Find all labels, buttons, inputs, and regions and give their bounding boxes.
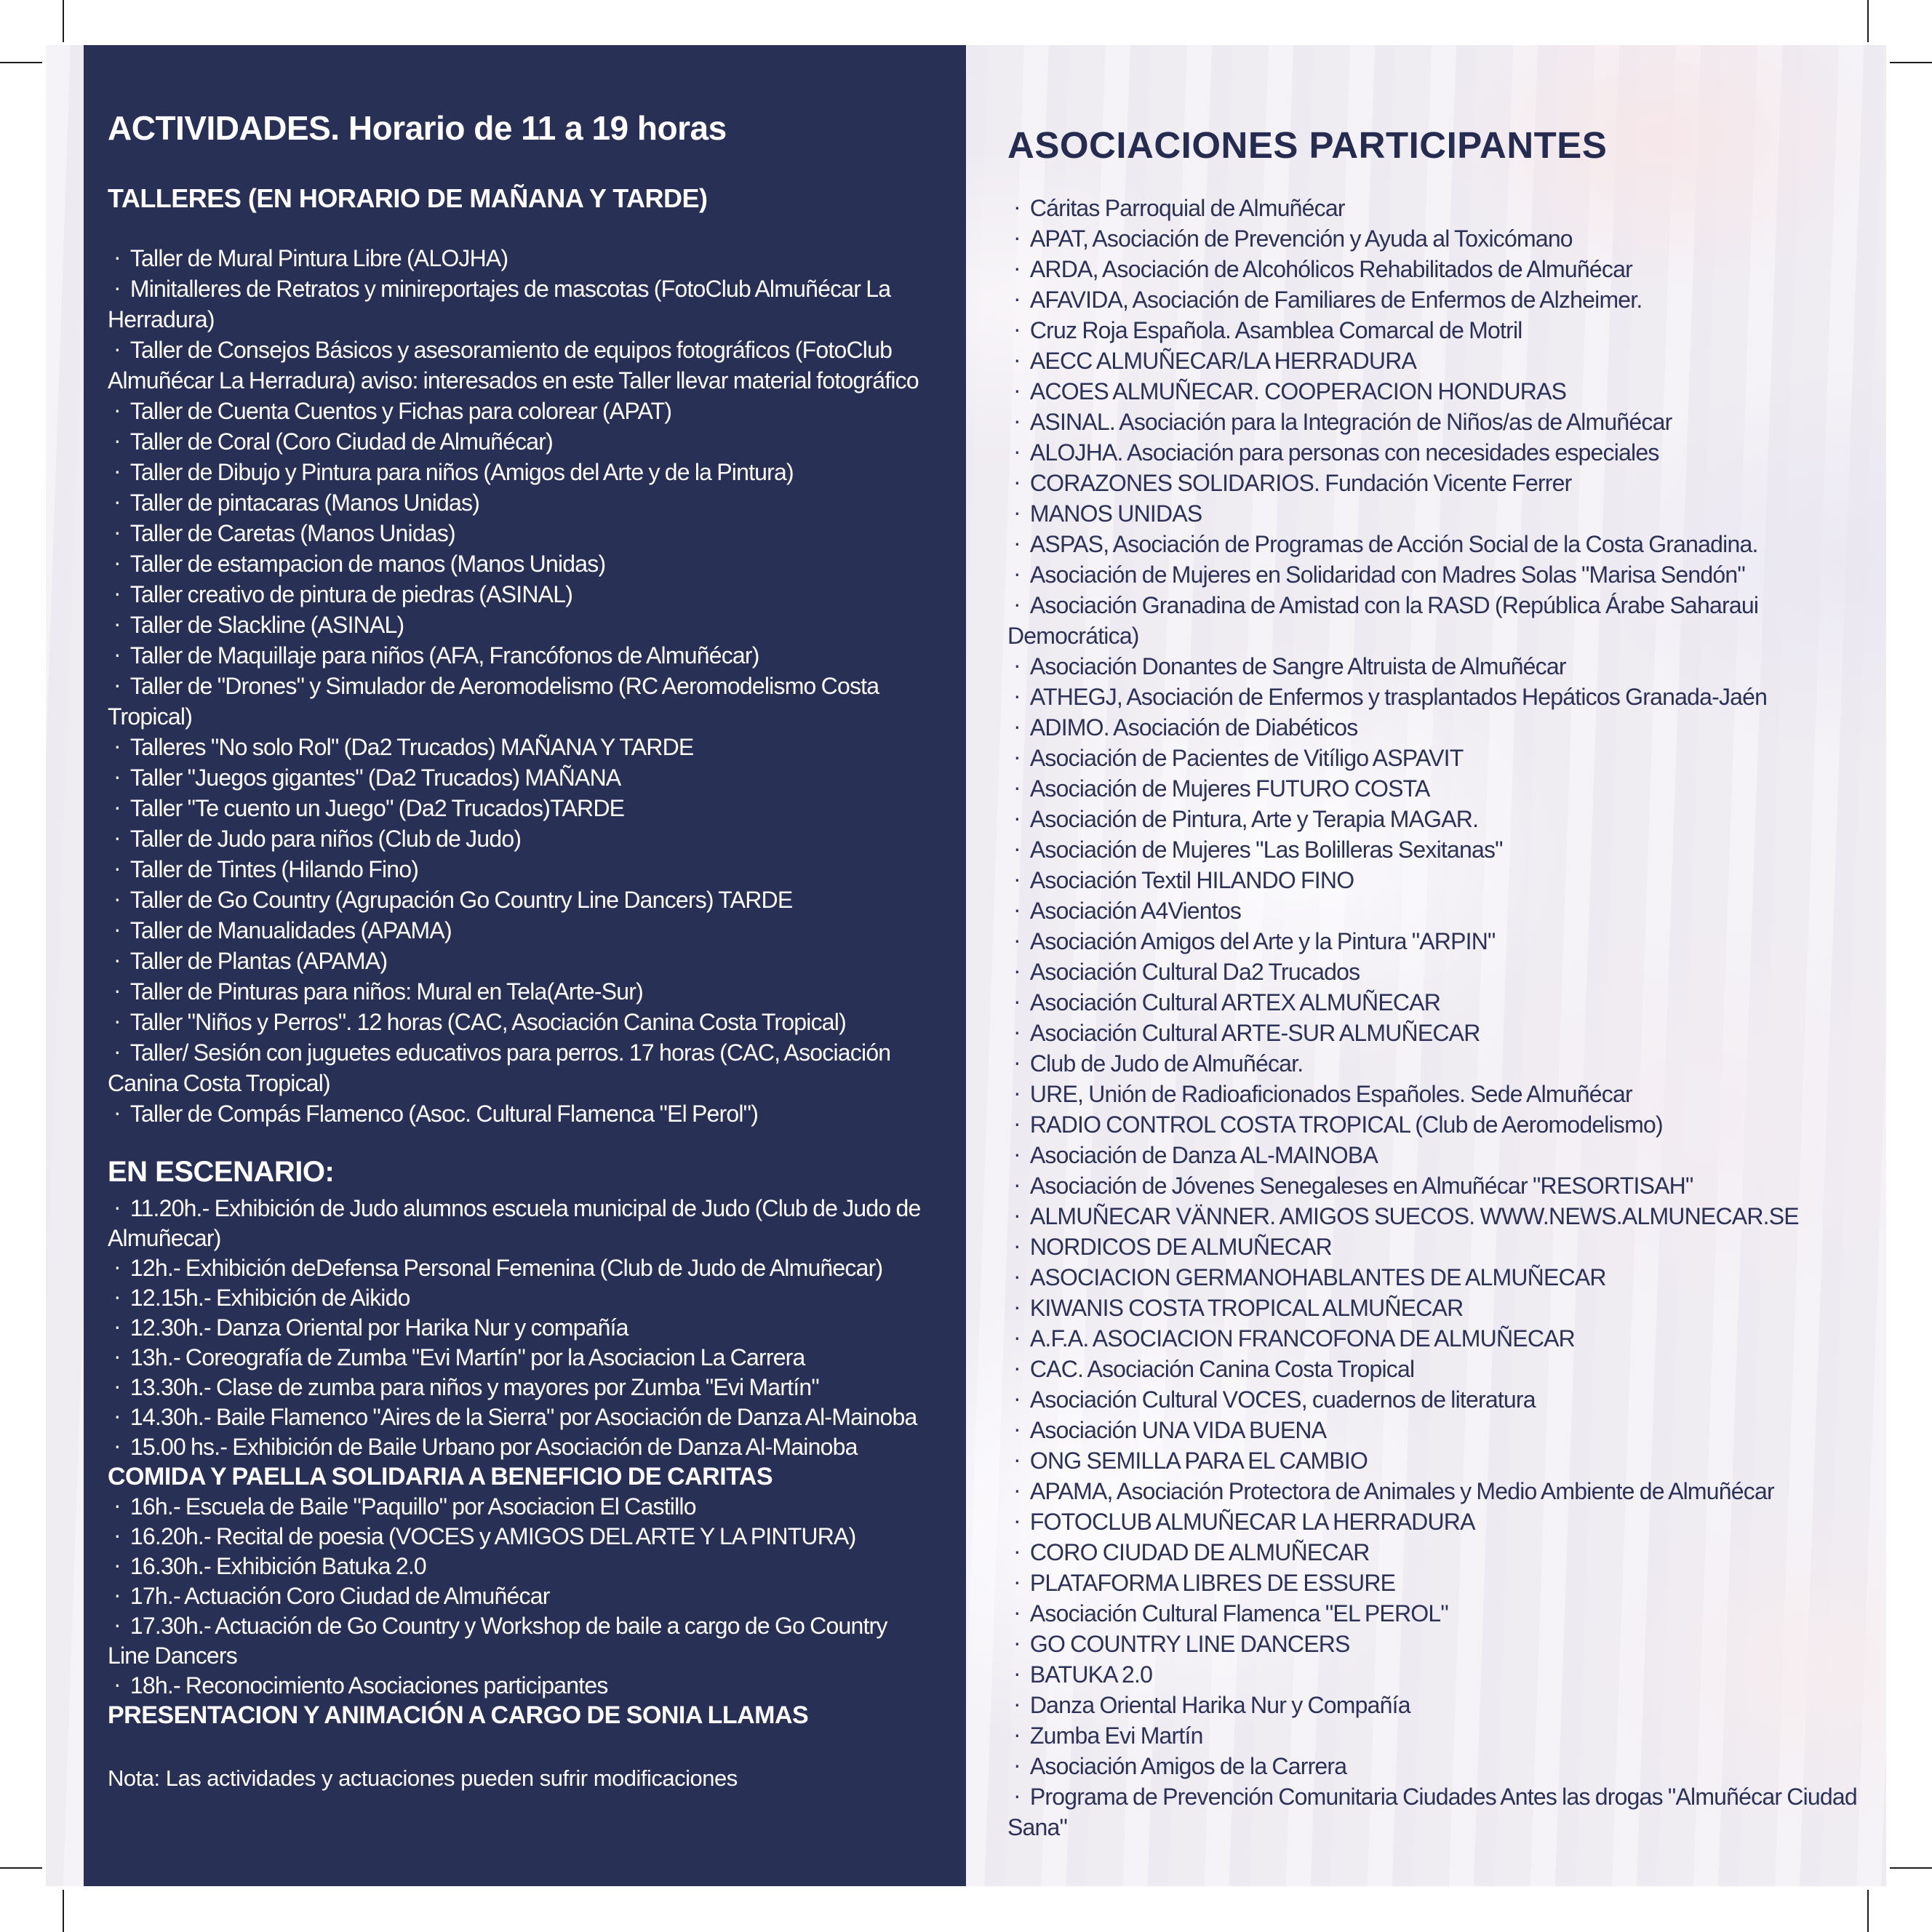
- escenario-item: · 16.30h.- Exhibición Batuka 2.0: [113, 1552, 426, 1579]
- bullet-icon: ·: [113, 458, 121, 484]
- bullet-icon: ·: [113, 977, 121, 1003]
- asociacion-item: · Asociación de Jóvenes Senegaleses en Almuñécar "RESORTISAH": [1007, 1170, 1872, 1201]
- taller-item: · Taller de Cuenta Cuentos y Fichas para colorear (APAT): [108, 396, 933, 426]
- bullet-icon: ·: [1013, 1324, 1021, 1350]
- bullet-icon: ·: [1013, 1782, 1021, 1808]
- bullet-icon: ·: [1013, 1721, 1021, 1747]
- asociacion-item: · CORO CIUDAD DE ALMUÑECAR: [1007, 1537, 1872, 1568]
- asociacion-item: · Asociación de Pacientes de Vitíligo ASPAVIT: [1007, 743, 1872, 773]
- bullet-icon: ·: [113, 488, 121, 514]
- escenario-item: · 18h.- Reconocimiento Asociaciones participantes: [113, 1671, 608, 1699]
- escenario-list: [108, 1194, 933, 1731]
- taller-item: · Taller creativo de pintura de piedras (ASINAL): [108, 579, 933, 610]
- bullet-icon: ·: [113, 1007, 121, 1034]
- bullet-icon: ·: [1013, 560, 1021, 586]
- taller-item: · Taller de Consejos Básicos y asesoramiento de equipos fotográficos (FotoClub Almuñécar La Herradura) aviso: interesados en este Taller llevar material fotográfico: [108, 335, 933, 396]
- asociacion-item: · Asociación A4Vientos: [1007, 895, 1872, 926]
- bullet-icon: ·: [1013, 499, 1021, 525]
- bullet-icon: ·: [113, 1099, 121, 1125]
- bullet-icon: ·: [1013, 1018, 1021, 1045]
- asociacion-item: · Asociación Granadina de Amistad con la RASD (República Árabe Saharaui Democrática): [1007, 590, 1872, 651]
- bullet-icon: ·: [113, 244, 121, 270]
- crop-mark-bottom-right-horizontal: [1890, 1867, 1932, 1869]
- bullet-icon: ·: [1013, 774, 1021, 800]
- bullet-icon: ·: [1013, 1110, 1021, 1136]
- bullet-icon: ·: [113, 916, 121, 942]
- bullet-icon: ·: [1013, 1385, 1021, 1411]
- bullet-icon: ·: [1013, 224, 1021, 250]
- escenario-item: · 16.20h.- Recital de poesia (VOCES y AMIGOS DEL ARTE Y LA PINTURA): [113, 1522, 856, 1549]
- bullet-icon: ·: [113, 1522, 121, 1548]
- taller-item: · Taller de estampacion de manos (Manos Unidas): [108, 548, 933, 579]
- asociacion-item: · Asociación de Mujeres en Solidaridad con Madres Solas "Marisa Sendón": [1007, 559, 1872, 590]
- taller-item: · Taller "Niños y Perros". 12 horas (CAC, Asociación Canina Costa Tropical): [108, 1007, 933, 1037]
- bullet-icon: ·: [113, 1552, 121, 1578]
- asociacion-item: · Asociación de Danza AL-MAINOBA: [1007, 1140, 1872, 1170]
- bullet-icon: ·: [113, 885, 121, 911]
- taller-item: · Taller de Compás Flamenco (Asoc. Cultural Flamenca "El Perol"): [108, 1098, 933, 1129]
- asociacion-item: · RADIO CONTROL COSTA TROPICAL (Club de Aeromodelismo): [1007, 1109, 1872, 1140]
- escenario-item: · 12h.- Exhibición deDefensa Personal Femenina (Club de Judo de Almuñecar): [113, 1253, 883, 1281]
- bullet-icon: ·: [1013, 1507, 1021, 1533]
- bullet-icon: ·: [1013, 957, 1021, 983]
- bullet-icon: ·: [113, 733, 121, 759]
- taller-item: · Taller de Mural Pintura Libre (ALOJHA): [108, 243, 933, 274]
- bullet-icon: ·: [1013, 316, 1021, 342]
- crop-mark-top-left-horizontal: [0, 62, 42, 63]
- asociacion-item: · FOTOCLUB ALMUÑECAR LA HERRADURA: [1007, 1506, 1872, 1537]
- bullet-icon: ·: [1013, 1629, 1021, 1656]
- bullet-icon: ·: [1013, 346, 1021, 372]
- asociaciones-heading: ASOCIACIONES PARTICIPANTES: [1007, 124, 1608, 166]
- bullet-icon: ·: [1013, 835, 1021, 861]
- asociacion-item: · PLATAFORMA LIBRES DE ESSURE: [1007, 1568, 1872, 1598]
- bullet-icon: ·: [1013, 713, 1021, 739]
- bullet-icon: ·: [1013, 1141, 1021, 1167]
- bullet-icon: ·: [113, 549, 121, 575]
- asociacion-item: · CORAZONES SOLIDARIOS. Fundación Vicente Ferrer: [1007, 468, 1872, 498]
- bullet-icon: ·: [113, 1402, 121, 1429]
- asociacion-item: · ASPAS, Asociación de Programas de Acción Social de la Costa Granadina.: [1007, 529, 1872, 559]
- bullet-icon: ·: [113, 1611, 121, 1637]
- bullet-icon: ·: [1013, 1354, 1021, 1381]
- escenario-item: · 12.30h.- Danza Oriental por Harika Nur y compañía: [113, 1313, 628, 1341]
- asociacion-item: · Asociación de Mujeres "Las Bolilleras Sexitanas": [1007, 834, 1872, 865]
- bullet-icon: ·: [1013, 1538, 1021, 1564]
- bullet-icon: ·: [1013, 468, 1021, 495]
- asociacion-item: · APAMA, Asociación Protectora de Animales y Medio Ambiente de Almuñécar: [1007, 1476, 1872, 1506]
- bullet-icon: ·: [113, 396, 121, 423]
- bullet-icon: ·: [1013, 896, 1021, 922]
- bullet-icon: ·: [1013, 1568, 1021, 1594]
- bullet-icon: ·: [1013, 530, 1021, 556]
- asociacion-item: · ARDA, Asociación de Alcohólicos Rehabilitados de Almuñécar: [1007, 254, 1872, 284]
- taller-item: · Taller de Go Country (Agrupación Go Country Line Dancers) TARDE: [108, 885, 933, 915]
- bullet-icon: ·: [1013, 682, 1021, 708]
- asociaciones-list: [1007, 193, 1872, 1843]
- bullet-icon: ·: [1013, 1171, 1021, 1197]
- bullet-icon: ·: [113, 1038, 121, 1064]
- taller-item: · Taller de Pinturas para niños: Mural en Tela(Arte-Sur): [108, 976, 933, 1007]
- bullet-icon: ·: [1013, 1079, 1021, 1106]
- asociacion-item: · MANOS UNIDAS: [1007, 498, 1872, 529]
- asociacion-item: · ASOCIACION GERMANOHABLANTES DE ALMUÑECAR: [1007, 1262, 1872, 1293]
- bullet-icon: ·: [113, 580, 121, 606]
- escenario-item: · 13h.- Coreografía de Zumba "Evi Martín" por la Asociacion La Carrera: [113, 1343, 805, 1370]
- talleres-heading: TALLERES (EN HORARIO DE MAÑANA Y TARDE): [108, 183, 708, 213]
- taller-item: · Taller de Plantas (APAMA): [108, 946, 933, 976]
- bullet-icon: ·: [113, 1313, 121, 1339]
- asociacion-item: · ACOES ALMUÑECAR. COOPERACION HONDURAS: [1007, 376, 1872, 407]
- escenario-item: · 15.00 hs.- Exhibición de Baile Urbano por Asociación de Danza Al-Mainoba: [113, 1432, 858, 1460]
- bullet-icon: ·: [113, 335, 121, 362]
- escenario-item: COMIDA Y PAELLA SOLIDARIA A BENEFICIO DE CARITAS: [108, 1463, 773, 1490]
- asociacion-item: · AFAVIDA, Asociación de Familiares de Enfermos de Alzheimer.: [1007, 284, 1872, 315]
- bullet-icon: ·: [1013, 1599, 1021, 1625]
- taller-item: · Taller de "Drones" y Simulador de Aeromodelismo (RC Aeromodelismo Costa Tropical): [108, 671, 933, 732]
- bullet-icon: ·: [113, 1581, 121, 1608]
- asociacion-item: · ALOJHA. Asociación para personas con necesidades especiales: [1007, 437, 1872, 468]
- asociacion-item: · AECC ALMUÑECAR/LA HERRADURA: [1007, 346, 1872, 376]
- asociacion-item: · A.F.A. ASOCIACION FRANCOFONA DE ALMUÑECAR: [1007, 1323, 1872, 1354]
- bullet-icon: ·: [1013, 438, 1021, 464]
- bullet-icon: ·: [113, 519, 121, 545]
- asociacion-item: · APAT, Asociación de Prevención y Ayuda al Toxicómano: [1007, 223, 1872, 254]
- taller-item: · Taller de Dibujo y Pintura para niños (Amigos del Arte y de la Pintura): [108, 457, 933, 487]
- taller-item: · Talleres "No solo Rol" (Da2 Trucados) MAÑANA Y TARDE: [108, 732, 933, 762]
- asociacion-item: · Asociación de Mujeres FUTURO COSTA: [1007, 773, 1872, 804]
- bullet-icon: ·: [1013, 927, 1021, 953]
- taller-item: · Taller de Maquillaje para niños (AFA, Francófonos de Almuñécar): [108, 640, 933, 671]
- taller-item: · Taller "Te cuento un Juego" (Da2 Trucados)TARDE: [108, 793, 933, 823]
- asociacion-item: · Asociación Cultural ARTE-SUR ALMUÑECAR: [1007, 1018, 1872, 1048]
- bullet-icon: ·: [113, 1283, 121, 1309]
- bullet-icon: ·: [1013, 407, 1021, 434]
- asociacion-item: · ALMUÑECAR VÄNNER. AMIGOS SUECOS. WWW.NEWS.ALMUNECAR.SE: [1007, 1201, 1872, 1232]
- bullet-icon: ·: [113, 274, 121, 300]
- asociacion-item: · BATUKA 2.0: [1007, 1659, 1872, 1690]
- flyer: [46, 45, 1886, 1886]
- asociacion-item: · Cruz Roja Española. Asamblea Comarcal de Motril: [1007, 315, 1872, 346]
- bullet-icon: ·: [1013, 866, 1021, 892]
- bullet-icon: ·: [1013, 591, 1021, 617]
- asociacion-item: · Asociación Textil HILANDO FINO: [1007, 865, 1872, 895]
- taller-item: · Taller de Slackline (ASINAL): [108, 610, 933, 640]
- bullet-icon: ·: [113, 763, 121, 789]
- crop-mark-bottom-right-vertical: [1867, 1890, 1869, 1932]
- bullet-icon: ·: [1013, 1049, 1021, 1075]
- escenario-item: PRESENTACION Y ANIMACIÓN A CARGO DE SONIA LLAMAS: [108, 1701, 809, 1729]
- bullet-icon: ·: [113, 1671, 121, 1697]
- bullet-icon: ·: [1013, 377, 1021, 403]
- bullet-icon: ·: [1013, 1416, 1021, 1442]
- asociacion-item: · KIWANIS COSTA TROPICAL ALMUÑECAR: [1007, 1293, 1872, 1323]
- asociacion-item: · Asociación Cultural ARTEX ALMUÑECAR: [1007, 987, 1872, 1018]
- asociacion-item: · Zumba Evi Martín: [1007, 1720, 1872, 1751]
- asociacion-item: · URE, Unión de Radioaficionados Españoles. Sede Almuñécar: [1007, 1079, 1872, 1109]
- taller-item: · Taller de Coral (Coro Ciudad de Almuñécar): [108, 426, 933, 457]
- asociacion-item: · ASINAL. Asociación para la Integración de Niños/as de Almuñécar: [1007, 407, 1872, 437]
- taller-item: · Taller de Judo para niños (Club de Judo): [108, 823, 933, 854]
- taller-item: · Taller de Caretas (Manos Unidas): [108, 518, 933, 548]
- bullet-icon: ·: [113, 641, 121, 667]
- bullet-icon: ·: [1013, 1660, 1021, 1686]
- bullet-icon: ·: [113, 1253, 121, 1280]
- asociacion-item: · Programa de Prevención Comunitaria Ciudades Antes las drogas "Almuñécar Ciudad Sana": [1007, 1781, 1872, 1843]
- bullet-icon: ·: [113, 610, 121, 636]
- bullet-icon: ·: [1013, 1202, 1021, 1228]
- asociaciones-panel: [1007, 45, 1872, 1843]
- escenario-item: · 13.30h.- Clase de zumba para niños y mayores por Zumba "Evi Martín": [113, 1373, 819, 1400]
- asociacion-item: · Asociación Cultural Flamenca "EL PEROL": [1007, 1598, 1872, 1629]
- escenario-item: · 17.30h.- Actuación de Go Country y Workshop de baile a cargo de Go Country Line Dancers: [108, 1611, 887, 1669]
- nota-text: Nota: Las actividades y actuaciones pueden sufrir modificaciones: [108, 1765, 738, 1791]
- asociacion-item: · GO COUNTRY LINE DANCERS: [1007, 1629, 1872, 1659]
- asociacion-item: · ATHEGJ, Asociación de Enfermos y trasplantados Hepáticos Granada-Jaén: [1007, 682, 1872, 712]
- bullet-icon: ·: [1013, 1752, 1021, 1778]
- crop-mark-top-right-horizontal: [1890, 62, 1932, 63]
- bullet-icon: ·: [1013, 1293, 1021, 1320]
- bullet-icon: ·: [1013, 1446, 1021, 1472]
- crop-mark-top-right-vertical: [1867, 0, 1869, 42]
- bullet-icon: ·: [113, 794, 121, 820]
- asociacion-item: · Asociación Cultural Da2 Trucados: [1007, 957, 1872, 987]
- taller-item: · Taller/ Sesión con juguetes educativos para perros. 17 horas (CAC, Asociación Canina Costa Tropical): [108, 1037, 933, 1098]
- bullet-icon: ·: [1013, 1232, 1021, 1258]
- bullet-icon: ·: [113, 946, 121, 973]
- asociacion-item: · Asociación UNA VIDA BUENA: [1007, 1415, 1872, 1445]
- asociacion-item: · CAC. Asociación Canina Costa Tropical: [1007, 1354, 1872, 1384]
- taller-item: · Minitalleres de Retratos y minireportajes de mascotas (FotoClub Almuñécar La Herradura): [108, 274, 933, 335]
- bullet-icon: ·: [1013, 988, 1021, 1014]
- crop-mark-bottom-left-vertical: [63, 1890, 64, 1932]
- bullet-icon: ·: [113, 1492, 121, 1518]
- bullet-icon: ·: [1013, 1477, 1021, 1503]
- bullet-icon: ·: [113, 1194, 121, 1220]
- asociacion-item: · Asociación Donantes de Sangre Altruista de Almuñécar: [1007, 651, 1872, 682]
- escenario-item: · 17h.- Actuación Coro Ciudad de Almuñécar: [113, 1581, 550, 1609]
- bullet-icon: ·: [113, 1373, 121, 1399]
- bullet-icon: ·: [113, 671, 121, 698]
- bullet-icon: ·: [113, 1432, 121, 1458]
- asociacion-item: · Club de Judo de Almuñécar.: [1007, 1048, 1872, 1079]
- crop-mark-top-left-vertical: [63, 0, 64, 42]
- bullet-icon: ·: [1013, 193, 1021, 220]
- bullet-icon: ·: [1013, 743, 1021, 770]
- escenario-item: · 16h.- Escuela de Baile "Paquillo" por Asociacion El Castillo: [113, 1492, 696, 1520]
- asociacion-item: · Cáritas Parroquial de Almuñécar: [1007, 193, 1872, 223]
- bullet-icon: ·: [1013, 805, 1021, 831]
- asociacion-item: · ONG SEMILLA PARA EL CAMBIO: [1007, 1445, 1872, 1476]
- taller-item: · Taller "Juegos gigantes" (Da2 Trucados) MAÑANA: [108, 762, 933, 793]
- bullet-icon: ·: [1013, 1263, 1021, 1289]
- asociacion-item: · Asociación Amigos del Arte y la Pintura "ARPIN": [1007, 926, 1872, 957]
- escenario-item: · 12.15h.- Exhibición de Aikido: [113, 1283, 410, 1311]
- activities-title: ACTIVIDADES. Horario de 11 a 19 horas: [108, 109, 727, 147]
- activities-panel: [84, 45, 966, 1886]
- bullet-icon: ·: [1013, 255, 1021, 281]
- bullet-icon: ·: [113, 824, 121, 850]
- bullet-icon: ·: [113, 427, 121, 453]
- escenario-item: · 11.20h.- Exhibición de Judo alumnos escuela municipal de Judo (Club de Judo de Almuñecar): [108, 1194, 921, 1251]
- crop-mark-bottom-left-horizontal: [0, 1867, 42, 1869]
- asociacion-item: · NORDICOS DE ALMUÑECAR: [1007, 1232, 1872, 1262]
- escenario-heading: EN ESCENARIO:: [108, 1156, 335, 1188]
- asociacion-item: · Asociación de Pintura, Arte y Terapia MAGAR.: [1007, 804, 1872, 834]
- bullet-icon: ·: [113, 1343, 121, 1369]
- escenario-item: · 14.30h.- Baile Flamenco "Aires de la Sierra" por Asociación de Danza Al-Mainoba: [113, 1402, 917, 1430]
- asociacion-item: · Asociación Amigos de la Carrera: [1007, 1751, 1872, 1781]
- bullet-icon: ·: [113, 855, 121, 881]
- asociacion-item: · ADIMO. Asociación de Diabéticos: [1007, 712, 1872, 743]
- talleres-list: [108, 243, 933, 1129]
- taller-item: · Taller de pintacaras (Manos Unidas): [108, 487, 933, 518]
- taller-item: · Taller de Manualidades (APAMA): [108, 915, 933, 946]
- asociacion-item: · Danza Oriental Harika Nur y Compañía: [1007, 1690, 1872, 1720]
- bullet-icon: ·: [1013, 652, 1021, 678]
- taller-item: · Taller de Tintes (Hilando Fino): [108, 854, 933, 885]
- bullet-icon: ·: [1013, 1691, 1021, 1717]
- asociacion-item: · Asociación Cultural VOCES, cuadernos de literatura: [1007, 1384, 1872, 1415]
- bullet-icon: ·: [1013, 285, 1021, 311]
